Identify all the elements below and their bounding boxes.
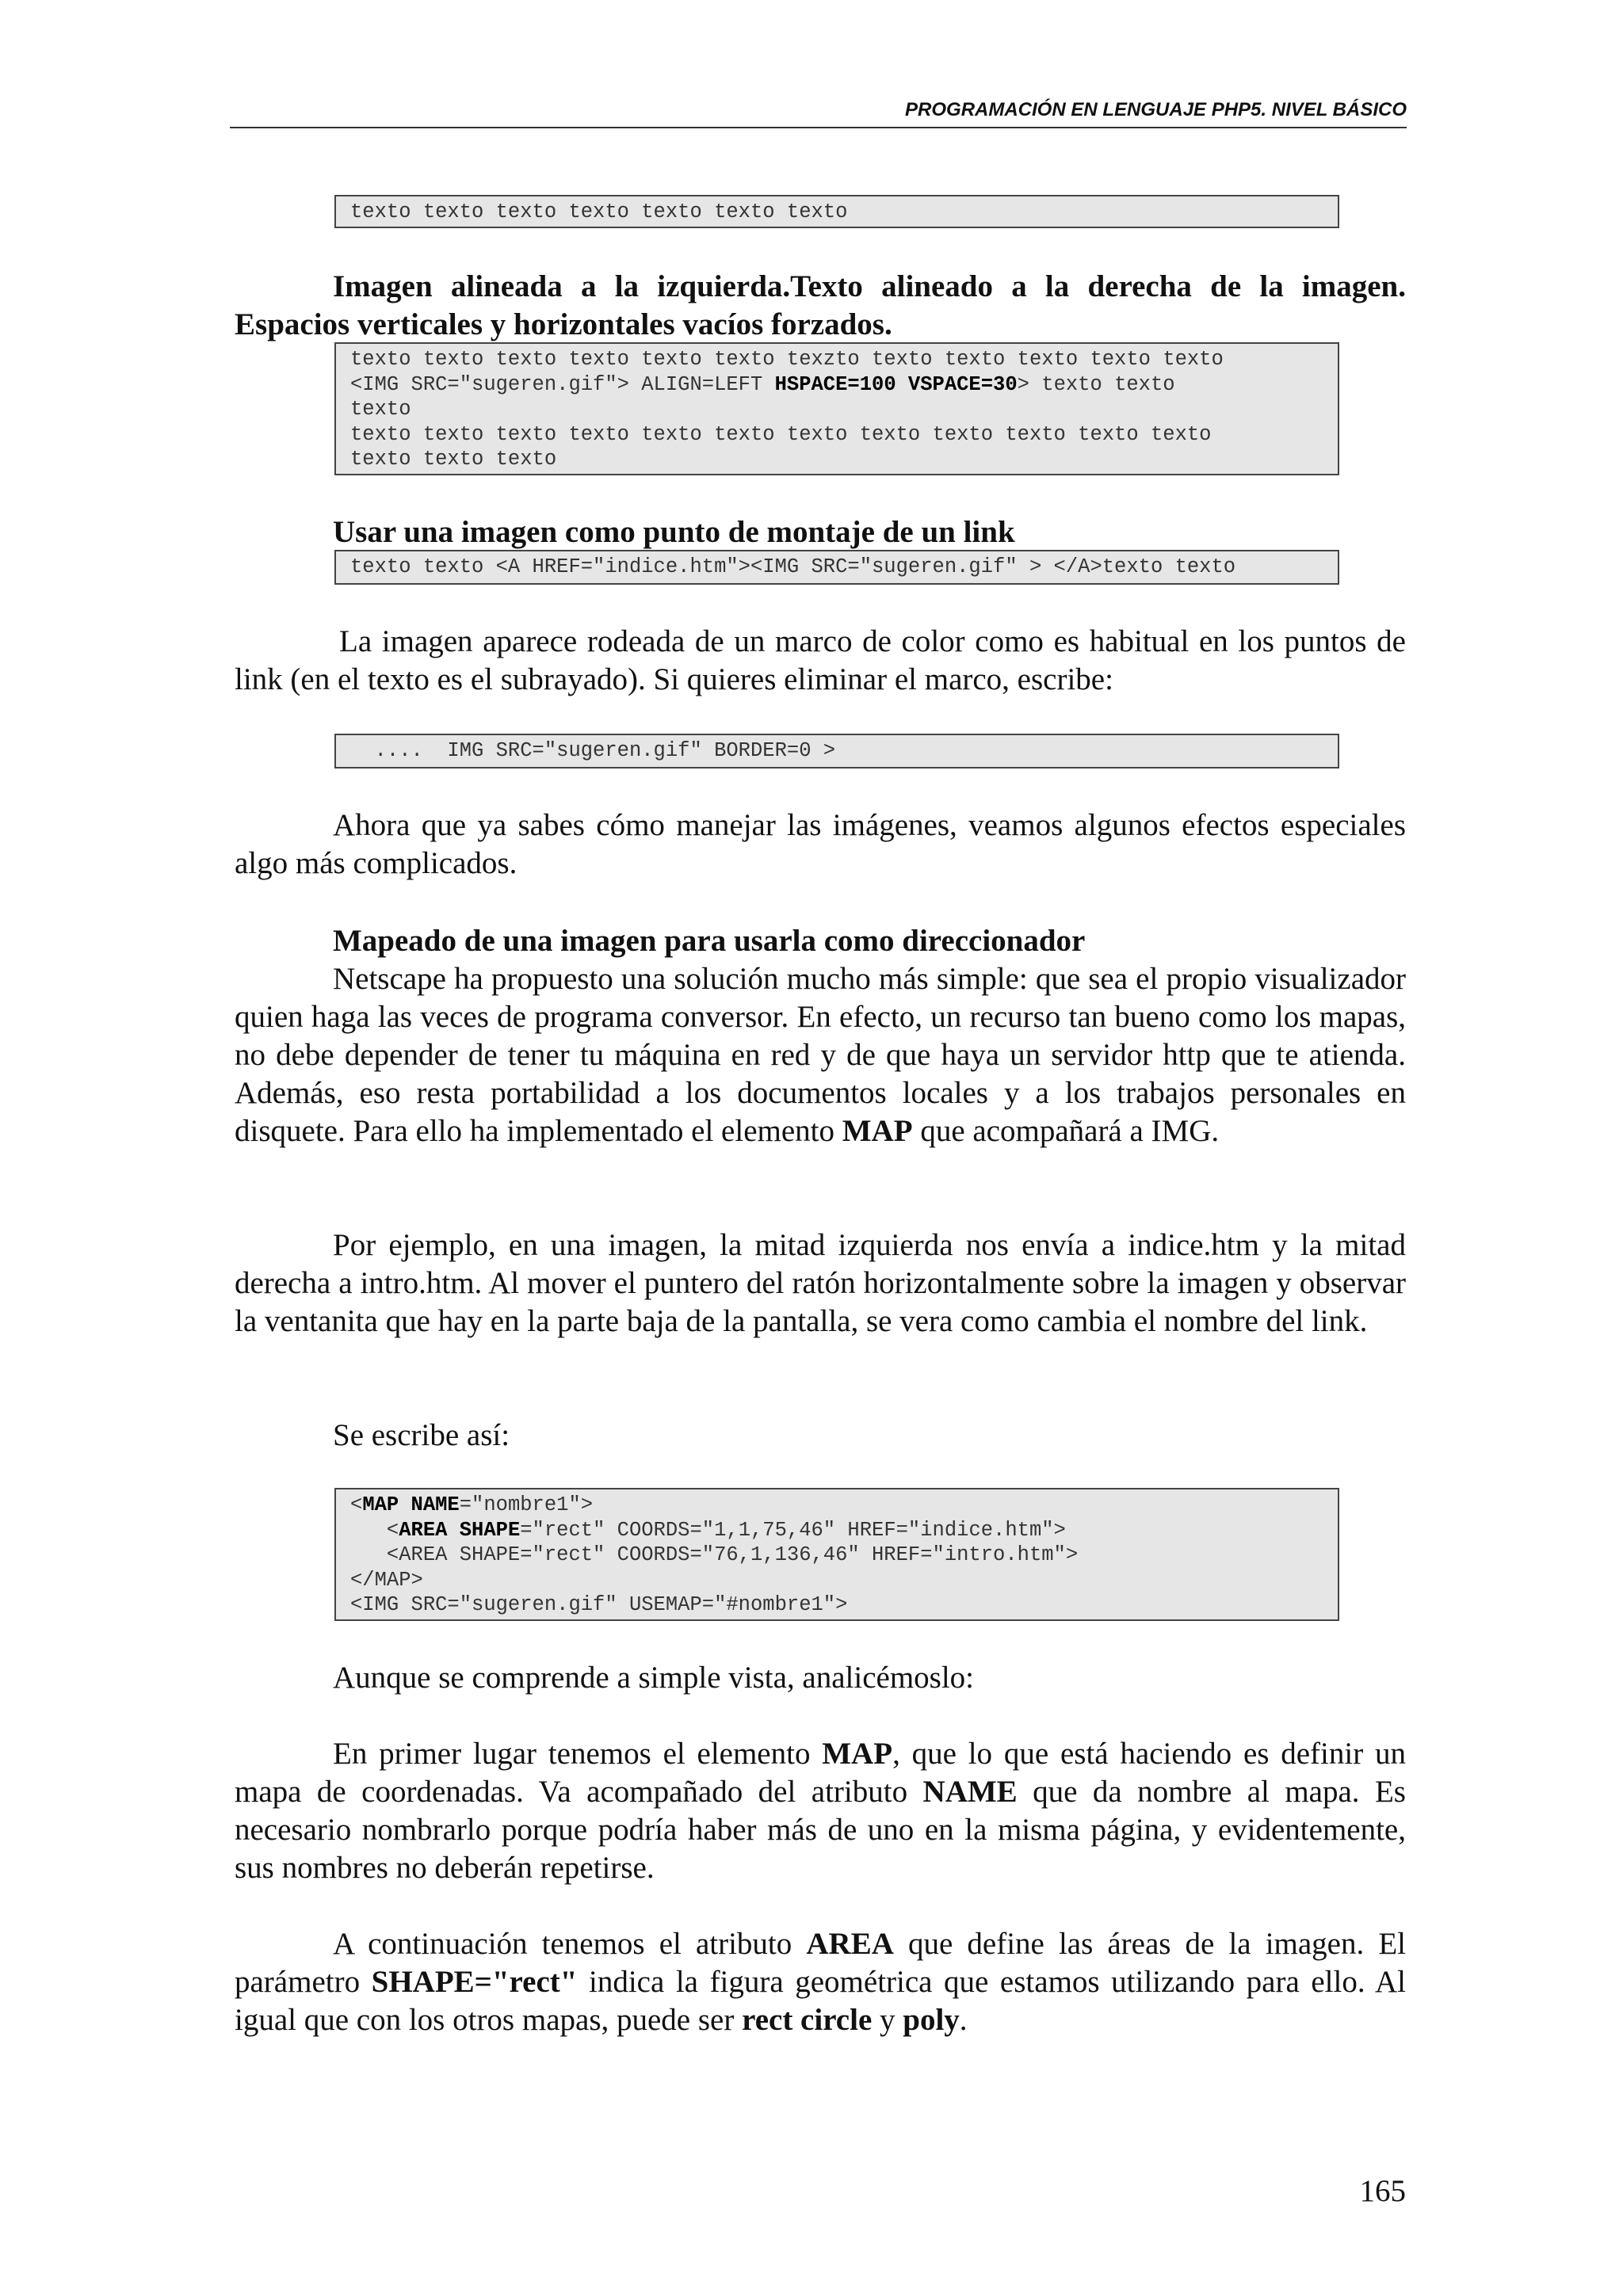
code-block-image-link: texto texto <A HREF="indice.htm"><IMG SRC="sugeren.gif" > </A>texto texto <box>334 550 1339 585</box>
paragraph-text: Aunque se comprende a simple vista, analicémoslo: <box>333 1661 975 1695</box>
term-map: MAP <box>842 1114 913 1148</box>
paragraph-area-attribute <box>235 1925 1406 2039</box>
paragraph-se-escribe <box>235 1417 1406 1455</box>
code-line: texto texto texto texto texto texto texzto texto texto texto texto texto <box>350 348 1224 371</box>
code-line-bold: MAP NAME <box>362 1493 460 1516</box>
code-line-bold: AREA SHAPE <box>399 1518 521 1542</box>
code-block-text: texto texto texto texto texto texto texto <box>334 195 1339 228</box>
code-line: <IMG SRC="sugeren.gif" USEMAP="#nombre1"> <box>350 1593 848 1616</box>
paragraph-analyze <box>235 1659 1406 1697</box>
code-line-bold: HSPACE=100 VSPACE=30 <box>774 372 1018 396</box>
term-rect-circle: rect circle <box>742 2003 873 2037</box>
paragraph-text: Netscape ha propuesto una solución mucho más simple: que sea el propio visualizador quien haga las veces de programa conversor. En efecto, un recurso tan bueno como los mapas, no debe depender de tener tu máquina en red y de que haya un servidor http que te atienda. Además, eso resta portabilidad a los documentos locales y a los trabajos personales en disquete. Para ello ha implementado el elemento <box>235 962 1406 1148</box>
running-header: PROGRAMACIÓN EN LENGUAJE PHP5. NIVEL BÁSICO <box>230 95 1407 128</box>
paragraph-text: , que lo que está haciendo es definir un mapa de coordenadas. Va acompañado del atributo <box>235 1737 1406 1809</box>
code-line-part: ="rect" COORDS="1,1,75,46" HREF="indice.htm"> <box>520 1518 1066 1542</box>
code-line: </MAP> <box>350 1568 423 1592</box>
code-line-part: ="nombre1"> <box>459 1493 594 1516</box>
term-area: AREA <box>806 1927 894 1961</box>
term-poly: poly <box>903 2003 960 2037</box>
paragraph-map-element <box>235 1735 1406 1887</box>
code-block-img-align <box>334 342 1339 475</box>
code-block-border: .... IMG SRC="sugeren.gif" BORDER=0 > <box>334 734 1339 769</box>
paragraph-text: que define las áreas de la imagen. El parámetro <box>235 1927 1407 1999</box>
term-name: NAME <box>922 1775 1018 1809</box>
section-heading-image-link: Usar una imagen como punto de montaje de un link <box>333 515 1015 549</box>
code-line-part: < <box>350 1493 363 1516</box>
paragraph-text: Ahora que ya sabes cómo manejar las imágenes, veamos algunos efectos especiales algo más complicados. <box>235 808 1406 880</box>
paragraph-text: y <box>872 2003 903 2037</box>
code-line: texto <box>350 398 411 421</box>
section-heading-image-map: Mapeado de una imagen para usarla como direccionador <box>333 924 1086 958</box>
code-line-part: <IMG SRC="sugeren.gif"> ALIGN=LEFT <box>350 372 775 396</box>
paragraph-text: que da nombre al mapa. Es necesario nombrarlo porque podría haber más de uno en la misma página, y evidentemente, sus nombres no deberán repetirse. <box>235 1775 1406 1885</box>
section-heading-image-left <box>235 268 1406 344</box>
term-map: MAP <box>822 1737 893 1771</box>
code-line: <AREA SHAPE="rect" COORDS="76,1,136,46" HREF="intro.htm"> <box>350 1543 1079 1566</box>
paragraph-text: A continuación tenemos el atributo <box>333 1927 807 1961</box>
code-line: texto texto texto <box>350 448 557 471</box>
term-shape-rect: SHAPE="rect" <box>371 1965 578 1999</box>
paragraph-text: La imagen aparece rodeada de un marco de color como es habitual en los puntos de link (en el texto es el subrayado). Si quieres eliminar el marco, escribe: <box>235 624 1406 696</box>
page-number: 165 <box>1359 2174 1406 2208</box>
paragraph-example <box>235 1226 1406 1341</box>
code-line: texto texto texto texto texto texto texto texto texto texto texto texto <box>350 422 1212 446</box>
code-line-part: < <box>350 1518 399 1542</box>
paragraph-text: En primer lugar tenemos el elemento <box>333 1737 823 1771</box>
paragraph-effects-intro <box>235 807 1406 883</box>
code-line-part: > texto texto <box>1017 372 1175 396</box>
paragraph-text: Por ejemplo, en una imagen, la mitad izquierda nos envía a indice.htm y la mitad derecha a intro.htm. Al mover el puntero del ratón horizontalmente sobre la imagen y observar la ventanita que hay en la parte baja de la pantalla, se vera como cambia el nombre del link. <box>235 1228 1406 1338</box>
section-heading-image-left-text: Imagen alineada a la izquierda.Texto alineado a la derecha de la imagen. Espacios verticales y horizontales vacíos forzados. <box>235 269 1406 341</box>
code-block-map-example <box>334 1488 1339 1621</box>
paragraph-text: indica la figura geométrica que estamos utilizando para ello. Al igual que con los otros mapas, puede ser <box>235 1965 1406 2037</box>
paragraph-text: que acompañará a IMG. <box>912 1114 1220 1148</box>
paragraph-text: . <box>959 2003 968 2037</box>
paragraph-border-note <box>235 623 1406 699</box>
paragraph-netscape-map <box>235 960 1406 1150</box>
paragraph-text: Se escribe así: <box>333 1418 510 1452</box>
